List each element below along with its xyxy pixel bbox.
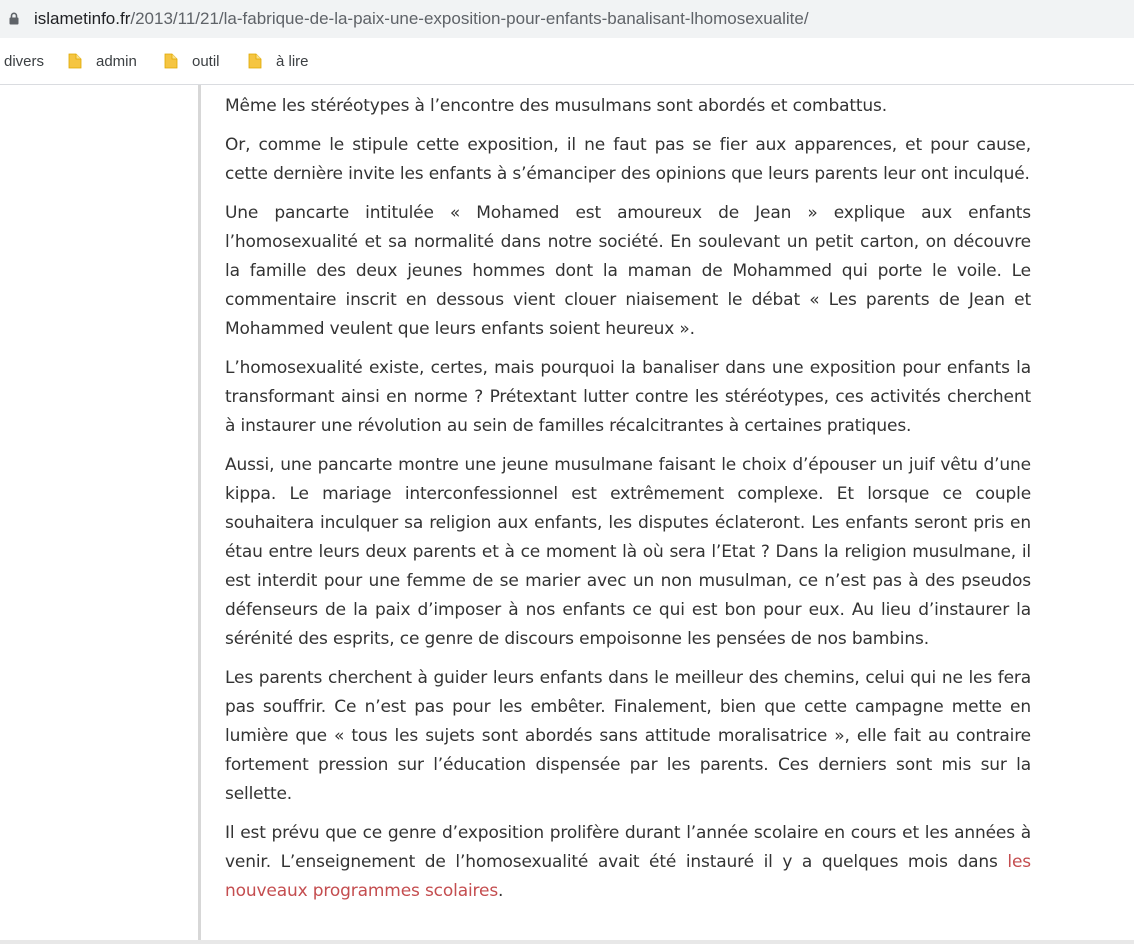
- article-paragraph: Or, comme le stipule cette exposition, il ne faut pas se fier aux apparences, et pour cause, cette dernière invite les enfants à s’émanciper des opinions que leurs parents leur ont inculqué.: [225, 135, 1031, 184]
- article-paragraph-last: [225, 819, 1031, 906]
- bookmarks-bar: [0, 38, 1134, 85]
- lock-icon[interactable]: [9, 12, 19, 25]
- url-host: islametinfo.fr: [34, 9, 131, 28]
- folder-icon: [248, 53, 262, 69]
- article-body: [225, 92, 1031, 916]
- article-paragraph: Une pancarte intitulée « Mohamed est amoureux de Jean » explique aux enfants l’homosexualité et sa normalité dans notre société. En soulevant un petit carton, on découvre la famille des deux jeunes hommes dont la maman de Mohammed qui porte le voile. Le commentaire inscrit en dessous vient clouer niaisement le débat « Les parents de Jean et Mohammed veulent que leurs enfants soient heureux ».: [225, 203, 1031, 339]
- programmes-scolaires-link[interactable]: les nouveaux programmes scolaires: [225, 852, 1031, 901]
- article-paragraph: Les parents cherchent à guider leurs enfants dans le meilleur des chemins, celui qui ne les fera pas souffrir. Ce n’est pas pour les embêter. Finalement, bien que cette campagne mette en lumière que « tous les sujets sont abordés sans attitude moralisatrice », elle fait au contraire fortement pression sur l’éducation dispensée par les parents. Ces derniers sont mis sur la sellette.: [225, 668, 1031, 804]
- bookmark-a-lire[interactable]: [248, 52, 309, 72]
- bottom-edge: [0, 940, 1134, 944]
- article-paragraph: Aussi, une pancarte montre une jeune musulmane faisant le choix d’épouser un juif vêtu d’une kippa. Le mariage interconfessionnel est extrêmement complexe. Et lorsque ce couple souhaitera inculquer sa religion aux enfants, les disputes éclateront. Les enfants seront pris en étau entre leurs deux parents et à ce moment là où sera l’Etat ? Dans la religion musulmane, il est interdit pour une femme de se marier avec un non musulman, ce n’est pas à des pseudos défenseurs de la paix d’imposer à nos enfants ce qui est bon pour eux. Au lieu d’instaurer la sérénité des esprits, ce genre de discours empoisonne les pensées de nos bambins.: [225, 455, 1031, 649]
- paragraph-end: .: [498, 881, 504, 901]
- folder-icon: [164, 53, 178, 69]
- bookmark-label: outil: [192, 53, 220, 70]
- article-paragraph: Même les stéréotypes à l’encontre des musulmans sont abordés et combattus.: [225, 96, 887, 116]
- paragraph-text: Il est prévu que ce genre d’exposition prolifère durant l’année scolaire en cours et les années à venir. L’enseignement de l’homosexualité avait été instauré il y a quelques mois dans: [225, 823, 1031, 872]
- sidebar-divider: [198, 85, 201, 940]
- bookmark-outil[interactable]: [164, 52, 220, 72]
- url-path: /2013/11/21/la-fabrique-de-la-paix-une-exposition-pour-enfants-banalisant-lhomosexualite/: [130, 9, 809, 28]
- bookmark-divers[interactable]: [4, 52, 44, 72]
- address-bar[interactable]: [0, 0, 1134, 38]
- bookmark-label: admin: [96, 53, 137, 70]
- bookmark-label: à lire: [276, 53, 309, 70]
- bookmark-label: divers: [4, 53, 45, 70]
- bookmark-admin[interactable]: [68, 52, 137, 72]
- article-paragraph: L’homosexualité existe, certes, mais pourquoi la banaliser dans une exposition pour enfants la transformant ainsi en norme ? Prétextant lutter contre les stéréotypes, ces activités cherchent à instaurer une révolution au sein de familles récalcitrantes à certaines pratiques.: [225, 358, 1031, 436]
- page-content[interactable]: [0, 85, 1134, 940]
- folder-icon: [68, 53, 82, 69]
- url-text[interactable]: [34, 9, 809, 29]
